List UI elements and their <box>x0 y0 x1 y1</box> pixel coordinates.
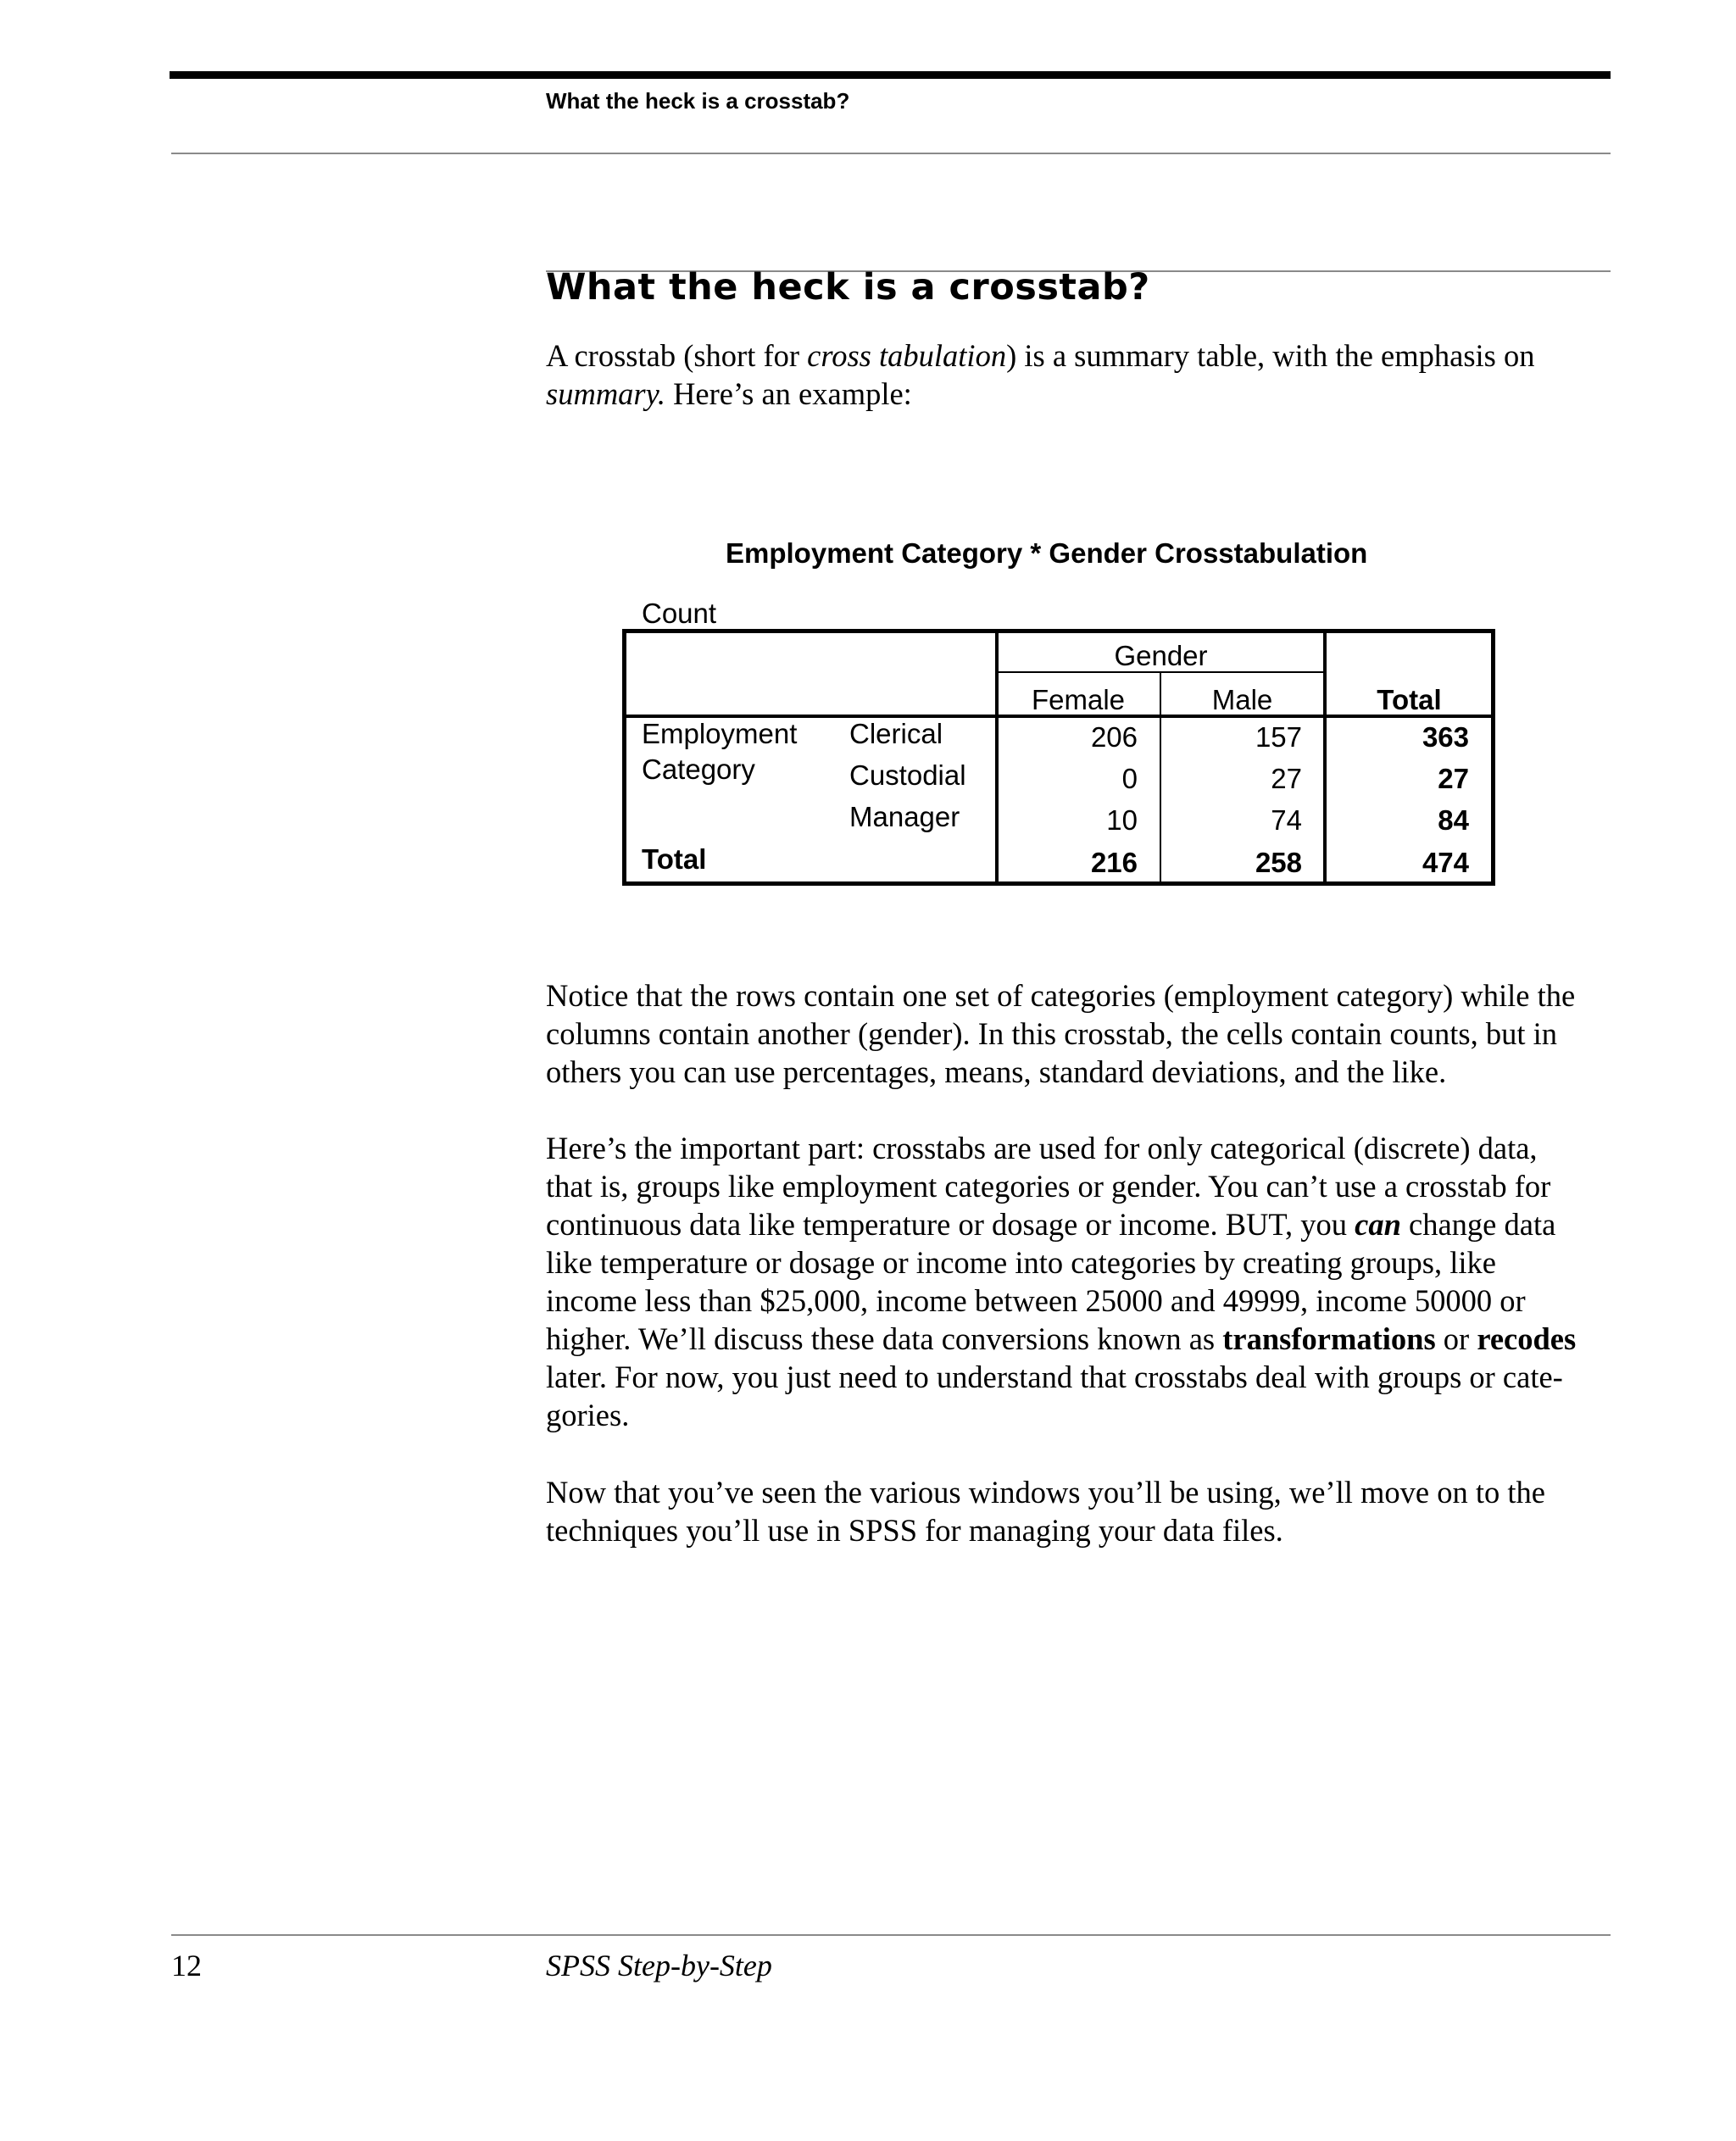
column-header-male: Male <box>1211 684 1273 715</box>
text-line: income less than $25,000, income between 25000 and 49999, income 50000 or <box>546 1283 1526 1318</box>
text-span: or <box>1435 1321 1477 1356</box>
intro-text: ) is a summary table, with the emphasis on <box>1006 338 1535 373</box>
intro-paragraph <box>546 336 1611 413</box>
intro-text: Here’s an example: <box>665 376 912 411</box>
term-recodes: recodes <box>1477 1321 1577 1356</box>
running-head: What the heck is a crosstab? <box>546 88 850 114</box>
row-label-manager: Manager <box>849 801 960 832</box>
book-title: SPSS Step-by-Step <box>546 1949 772 1983</box>
page-number: 12 <box>171 1949 202 1983</box>
paragraph-rows-columns <box>546 976 1611 1091</box>
text-line: columns contain another (gender). In this crosstab, the cells contain counts, but in <box>546 1016 1558 1051</box>
text-line: Here’s the important part: crosstabs are used for only categorical (discrete) data, <box>546 1131 1538 1165</box>
row-group-label: Category <box>642 754 755 785</box>
intro-emphasis: cross tabulation <box>807 338 1007 373</box>
cell-total: 258 <box>1255 847 1302 878</box>
text-line <box>546 1320 1611 1358</box>
header-rule <box>170 71 1611 79</box>
column-group-header: Gender <box>1114 640 1208 671</box>
crosstab-title: Employment Category * Gender Crosstabulation <box>726 537 1368 569</box>
text-span: higher. We’ll discuss these data conversions known as <box>546 1321 1223 1356</box>
cell-total: 363 <box>1422 721 1469 753</box>
row-label-custodial: Custodial <box>849 759 966 791</box>
row-group-label: Employment <box>642 718 798 749</box>
column-header-total: Total <box>1377 684 1442 715</box>
text-span: change data <box>1400 1207 1556 1242</box>
cell-grand-total: 474 <box>1422 847 1469 878</box>
intro-emphasis: summary. <box>546 376 665 411</box>
text-span: continuous data like temperature or dosage or income. BUT, you <box>546 1207 1355 1242</box>
text-line: Notice that the rows contain one set of categories (employment category) while the <box>546 978 1576 1013</box>
text-line: Now that you’ve seen the various windows you’ll be using, we’ll move on to the <box>546 1475 1545 1510</box>
intro-text: A crosstab (short for <box>546 338 808 373</box>
intro-line-1 <box>546 336 1611 375</box>
cell-value: 74 <box>1271 804 1302 836</box>
cell-value: 0 <box>1121 763 1138 794</box>
cell-total: 216 <box>1090 847 1138 878</box>
text-line: others you can use percentages, means, standard deviations, and the like. <box>546 1054 1447 1089</box>
paragraph-next-steps <box>546 1473 1611 1549</box>
text-line: like temperature or dosage or income into categories by creating groups, like <box>546 1245 1496 1280</box>
row-label-clerical: Clerical <box>849 718 943 749</box>
cell-total: 27 <box>1438 763 1469 794</box>
cell-value: 27 <box>1271 763 1302 794</box>
cell-value: 157 <box>1255 721 1302 753</box>
section-title: What the heck is a crosstab? <box>546 266 1150 309</box>
cell-value: 10 <box>1106 804 1138 836</box>
row-label-total: Total <box>642 843 707 875</box>
text-line: later. For now, you just need to understand that crosstabs deal with groups or cate- <box>546 1360 1563 1394</box>
intro-line-2 <box>546 375 1611 413</box>
term-transformations: transformations <box>1222 1321 1436 1356</box>
column-header-female: Female <box>1031 684 1126 715</box>
emphasis-can: can <box>1355 1207 1401 1242</box>
paragraph-important-part <box>546 1129 1611 1434</box>
footer-divider <box>171 1934 1611 1936</box>
text-line <box>546 1205 1611 1243</box>
header-divider <box>171 153 1611 154</box>
crosstab-count-label: Count <box>642 598 717 629</box>
text-line: gories. <box>546 1398 630 1432</box>
cell-total: 84 <box>1438 804 1469 836</box>
cell-value: 206 <box>1090 721 1138 753</box>
text-line: techniques you’ll use in SPSS for managing your data files. <box>546 1513 1283 1548</box>
text-line: that is, groups like employment categories or gender. You can’t use a crosstab for <box>546 1169 1551 1204</box>
